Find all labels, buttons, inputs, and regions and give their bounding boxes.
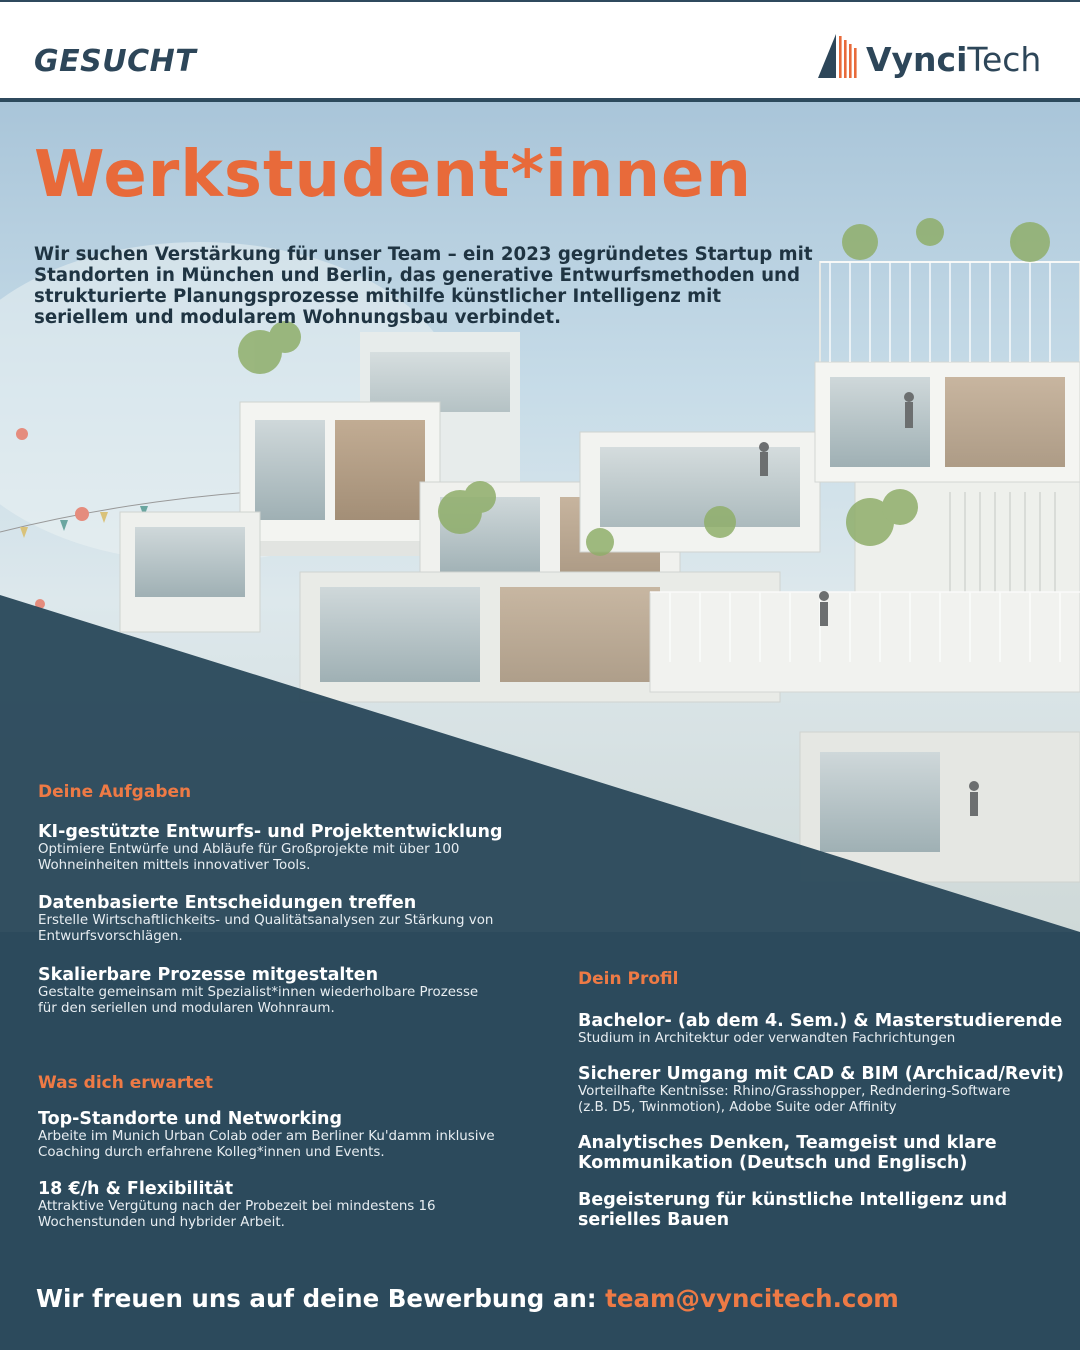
profil-item-text: Studium in Architektur oder verwandten Fachrichtungen [578,1031,956,1046]
profil-item [578,1011,1068,1047]
erwartet-item [38,1109,538,1160]
header-tag: GESUCHT [34,44,197,79]
profil-heading: Dein Profil [578,969,679,989]
footer-cta [36,1284,899,1313]
aufgaben-item [38,822,538,873]
footer-text: Wir freuen uns auf deine Bewerbung an: [36,1284,606,1313]
aufgaben-item [38,965,538,1016]
erwartet-item-text: Arbeite im Munich Urban Colab oder am Berliner Ku'damm inklusive Coaching durch erfahrene Kolleg*innen und Events. [38,1129,495,1160]
intro-text: Wir suchen Verstärkung für unser Team – ein 2023 gegründetes Startup mit Standorten in München und Berlin, das generative Entwurfsmethoden und strukturierte Planungsprozesse mithilfe künstlicher Intelligenz mit seriellem und modularem Wohnungsbau verbindet. [34,244,813,328]
erwartet-item [38,1179,538,1230]
aufgaben-item-text: Erstelle Wirtschaftlichkeits- und Qualitätsanalysen zur Stärkung von Entwurfsvorschlägen. [38,913,494,944]
profil-item [578,1064,1068,1115]
headline: Werkstudent*innen [34,138,752,212]
aufgaben-item-text: Optimiere Entwürfe und Abläufe für Großprojekte mit über 100 Wohneinheiten mittels innovativer Tools. [38,842,460,873]
aufgaben-item [38,893,538,944]
erwartet-item-title: Top-Standorte und Networking [38,1109,343,1129]
profil-item-title: Analytisches Denken, Teamgeist und klare Kommunikation (Deutsch und Englisch) [578,1133,997,1173]
erwartet-item-text: Attraktive Vergütung nach der Probezeit bei mindestens 16 Wochenstunden und hybrider Arbeit. [38,1199,436,1230]
profil-item-title: Sicherer Umgang mit CAD & BIM (Archicad/Revit) [578,1064,1065,1084]
contact-email-link[interactable]: team@vyncitech.com [605,1284,899,1313]
profil-item-title: Bachelor- (ab dem 4. Sem.) & Masterstudierende [578,1011,1063,1031]
profil-item-title: Begeisterung für künstliche Intelligenz und serielles Bauen [578,1190,1008,1230]
logo-wordmark: VynciTech [866,40,1042,79]
aufgaben-item-title: Skalierbare Prozesse mitgestalten [38,965,379,985]
erwartet-heading: Was dich erwartet [38,1073,214,1093]
profil-item [578,1190,1008,1230]
aufgaben-item-title: Datenbasierte Entscheidungen treffen [38,893,417,913]
aufgaben-heading: Deine Aufgaben [38,782,192,802]
aufgaben-item-text: Gestalte gemeinsam mit Spezialist*innen wiederholbare Prozesse für den seriellen und modularen Wohnraum. [38,985,479,1016]
erwartet-item-title: 18 €/h & Flexibilität [38,1179,234,1199]
profil-item [578,1133,1018,1173]
aufgaben-item-title: KI-gestützte Entwurfs- und Projektentwicklung [38,822,503,842]
profil-item-text: Vorteilhafte Kentnisse: Rhino/Grasshopper, Redndering-Software (z.B. D5, Twinmotion), Adobe Suite oder Affinity [578,1084,1011,1115]
